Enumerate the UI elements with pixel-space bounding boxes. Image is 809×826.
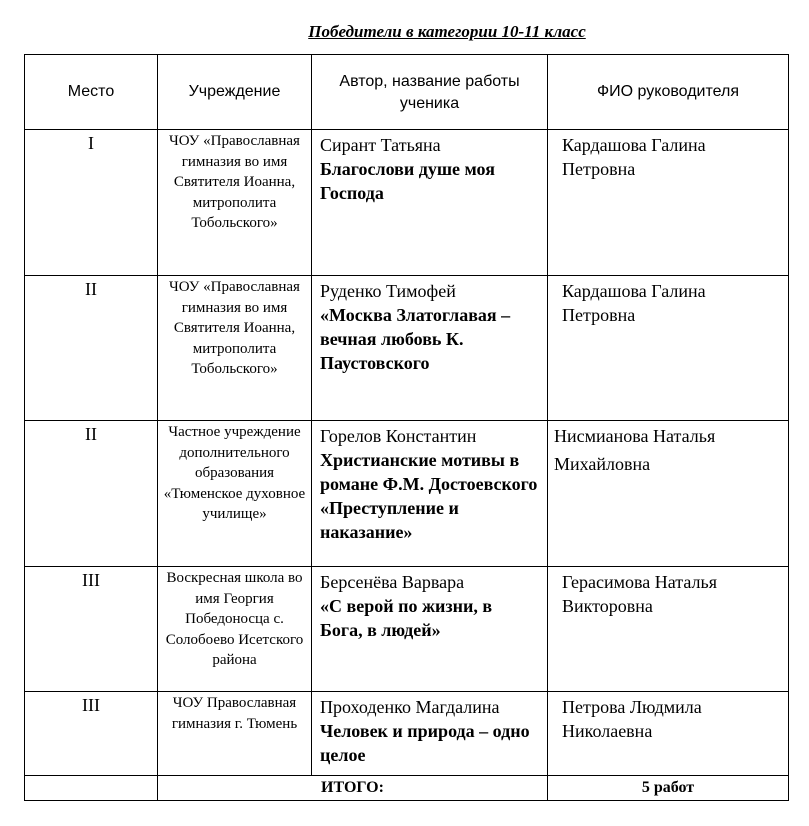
place-cell: I [25, 130, 158, 276]
table-row [25, 130, 789, 276]
place-cell: II [25, 421, 158, 567]
work-title: Благослови душе моя Господа [320, 159, 495, 203]
institution-cell: Частное учреждение дополнительного образования «Тюменское духовное училище» [158, 421, 312, 567]
total-value: 5 работ [548, 776, 789, 801]
leader-cell: Герасимова Наталья Викторовна [548, 567, 789, 692]
header-author: Автор, название работы ученика [312, 55, 548, 130]
place-cell: III [25, 692, 158, 776]
header-leader: ФИО руководителя [548, 55, 789, 130]
author-cell [312, 130, 548, 276]
work-title: «Москва Златоглавая – вечная любовь К. Паустовского [320, 305, 511, 373]
institution-cell: Воскресная школа во имя Георгия Победоносца с. Солобоево Исетского района [158, 567, 312, 692]
leader-cell: Петрова Людмила Николаевна [548, 692, 789, 776]
work-title: Христианские мотивы в романе Ф.М. Достоевского «Преступление и наказание» [320, 450, 538, 542]
total-empty-cell [25, 776, 158, 801]
leader-cell: Кардашова Галина Петровна [548, 276, 789, 421]
total-label: ИТОГО: [158, 776, 548, 801]
table-row [25, 276, 789, 421]
institution-cell: ЧОУ «Православная гимназия во имя Святителя Иоанна, митрополита Тобольского» [158, 276, 312, 421]
header-place: Место [25, 55, 158, 130]
author-name: Горелов Константин [320, 426, 477, 446]
author-name: Сирант Татьяна [320, 135, 441, 155]
author-name: Проходенко Магдалина [320, 697, 500, 717]
author-name: Берсенёва Варвара [320, 572, 465, 592]
author-cell [312, 567, 548, 692]
table-header-row [25, 55, 789, 130]
institution-cell: ЧОУ «Православная гимназия во имя Святителя Иоанна, митрополита Тобольского» [158, 130, 312, 276]
work-title: «С верой по жизни, в Бога, в людей» [320, 596, 493, 640]
leader-cell: Нисмианова Наталья Михайловна [548, 421, 789, 567]
place-cell: II [25, 276, 158, 421]
author-name: Руденко Тимофей [320, 281, 456, 301]
author-cell [312, 276, 548, 421]
work-title: Человек и природа – одно целое [320, 721, 530, 765]
table-row [25, 692, 789, 776]
winners-table [24, 54, 789, 801]
header-institution: Учреждение [158, 55, 312, 130]
place-cell: III [25, 567, 158, 692]
leader-cell: Кардашова Галина Петровна [548, 130, 789, 276]
institution-cell: ЧОУ Православная гимназия г. Тюмень [158, 692, 312, 776]
table-row [25, 567, 789, 692]
total-row [25, 776, 789, 801]
author-cell [312, 692, 548, 776]
page-title: Победители в категории 10-11 класс [308, 22, 586, 41]
table-row [25, 421, 789, 567]
author-cell [312, 421, 548, 567]
